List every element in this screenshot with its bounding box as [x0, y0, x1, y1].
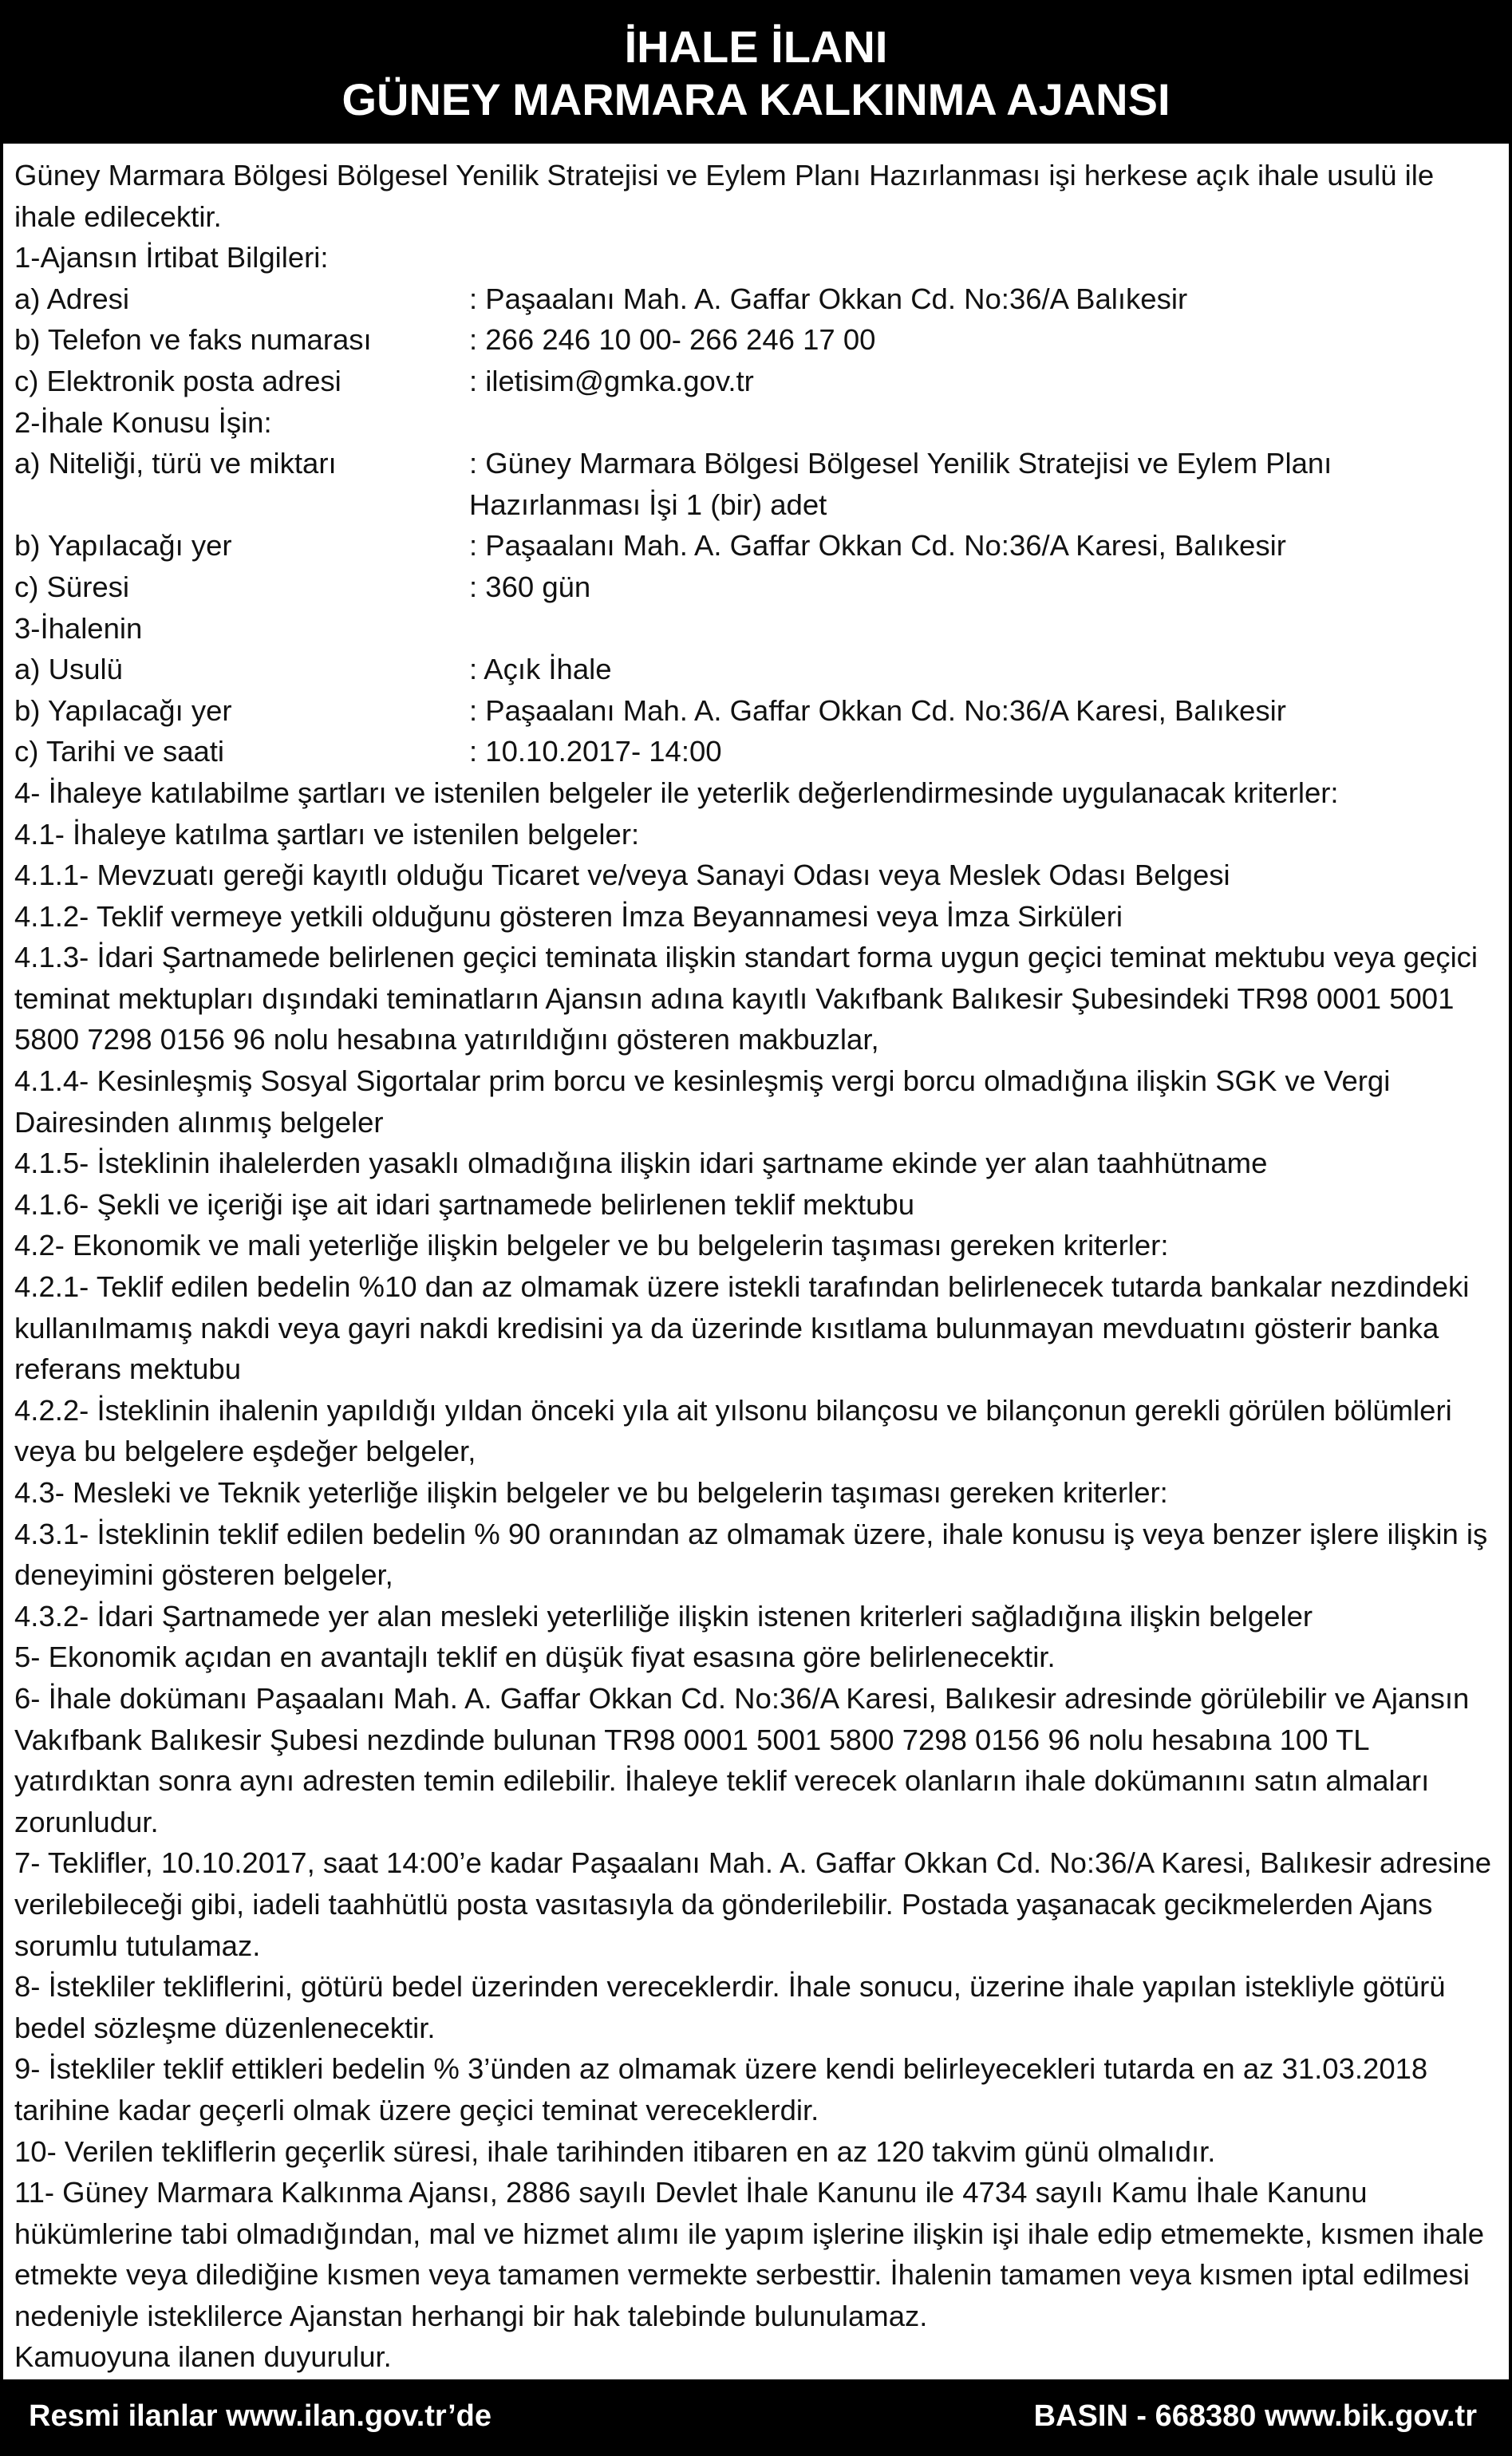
info-value: : Güney Marmara Bölgesi Bölgesel Yenilik Stratejisi ve Eylem Planı Hazırlanması İşi 1 (bir) adet	[469, 447, 1332, 521]
clause-paragraph: 4.1.5- İsteklinin ihalelerden yasaklı olmadığına ilişkin idari şartname ekinde yer alan taahhütname	[14, 1147, 1268, 1180]
notice-footer	[3, 2379, 1509, 2453]
info-value: : Açık İhale	[469, 653, 612, 686]
info-value: : Paşaalanı Mah. A. Gaffar Okkan Cd. No:36/A Balıkesir	[469, 282, 1188, 315]
clause-paragraph: 5- Ekonomik açıdan en avantajlı teklif en düşük fiyat esasına göre belirlenecektir.	[14, 1641, 1056, 1674]
info-value: : 266 246 10 00- 266 246 17 00	[469, 323, 876, 357]
clause-paragraph: 4.3.1- İsteklinin teklif edilen bedelin % 90 oranından az olmamak üzere, ihale konusu iş veya benzer işlere ilişkin iş deneyimini gösteren belgeler,	[14, 1517, 1488, 1592]
info-value: : iletisim@gmka.gov.tr	[469, 364, 754, 397]
info-label: a) Usulü	[14, 653, 123, 686]
info-row	[14, 649, 1498, 690]
clause-paragraph: 4.1.1- Mevzuatı gereği kayıtlı olduğu Ticaret ve/veya Sanayi Odası veya Meslek Odası Belgesi	[14, 859, 1230, 892]
clause-paragraph: 10- Verilen tekliflerin geçerlik süresi, ihale tarihinden itibaren en az 120 takvim günü olmalıdır.	[14, 2134, 1216, 2168]
clause-paragraph: 8- İstekliler tekliflerini, götürü bedel üzerinden vereceklerdir. İhale sonucu, üzerine ihale yapılan istekliyle götürü bedel sözleşme düzenlenecektir.	[14, 1970, 1446, 2044]
footer-left-text: Resmi ilanlar www.ilan.gov.tr’de	[29, 2399, 492, 2433]
info-label: a) Niteliği, türü ve miktarı	[14, 447, 337, 480]
info-row	[14, 278, 1498, 320]
info-label: b) Telefon ve faks numarası	[14, 323, 372, 357]
footer-right-text: BASIN - 668380 www.bik.gov.tr	[1033, 2399, 1477, 2433]
info-label: c) Elektronik posta adresi	[14, 364, 341, 397]
intro-paragraph: Güney Marmara Bölgesi Bölgesel Yenilik Stratejisi ve Eylem Planı Hazırlanması işi herkese açık ihale usulü ile ihale edilecektir.	[14, 159, 1435, 233]
clause-paragraph: 4.1.2- Teklif vermeye yetkili olduğunu gösteren İmza Beyannamesi veya İmza Sirküleri	[14, 899, 1123, 933]
section-heading: 2-İhale Konusu İşin:	[14, 405, 272, 439]
clause-paragraph: 4.1.3- İdari Şartnamede belirlenen geçici teminata ilişkin standart forma uygun geçici teminat mektubu veya geçici teminat mektupları dışındaki teminatların Ajansın adına kayıtlı Vakıfbank Balıkesir Şubesindeki TR98 0001 5001 5800 7298 0156 96 nolu hesabına yatırıldığını gösteren makbuzlar,	[14, 941, 1478, 1056]
info-label: b) Yapılacağı yer	[14, 693, 232, 727]
clause-paragraph: 4.2.2- İsteklinin ihalenin yapıldığı yıldan önceki yıla ait yılsonu bilançosu ve bilançonun gerekli görülen bölümleri veya bu belgelere eşdeğer belgeler,	[14, 1393, 1452, 1468]
info-row	[14, 525, 1498, 567]
clause-paragraph: 4.2- Ekonomik ve mali yeterliğe ilişkin belgeler ve bu belgelerin taşıması gereken kriterler:	[14, 1229, 1169, 1262]
section-heading: 3-İhalenin	[14, 611, 143, 645]
clause-paragraph: 4.3.2- İdari Şartnamede yer alan mesleki yeterliliğe ilişkin istenen kriterleri sağladığına ilişkin belgeler	[14, 1599, 1313, 1633]
clause-paragraph: 7- Teklifler, 10.10.2017, saat 14:00’e kadar Paşaalanı Mah. A. Gaffar Okkan Cd. No:36/A Karesi, Balıkesir adresine verilebileceği gibi, iadeli taahhütlü posta vasıtasıyla da gönderilebilir. Postada yaşanacak gecikmelerden Ajans sorumlu tutulamaz.	[14, 1846, 1492, 1962]
clause-paragraph: 4.2.1- Teklif edilen bedelin %10 dan az olmamak üzere istekli tarafından belirlenecek tutarda bankalar nezdindeki kullanılmamış nakdi veya gayri nakdi kredisini ya da üzerinde kısıtlama bulunmayan mevduatını gösterir banka referans mektubu	[14, 1270, 1470, 1386]
notice-title: İHALE İLANI	[624, 22, 888, 72]
clause-paragraph: 4.1.6- Şekli ve içeriği işe ait idari şartnamede belirlenen teklif mektubu	[14, 1187, 914, 1221]
info-row	[14, 567, 1498, 608]
clause-paragraph: 4.1- İhaleye katılma şartları ve istenilen belgeler:	[14, 817, 640, 851]
clause-paragraph: 9- İstekliler teklif ettikleri bedelin % 3’ünden az olmamak üzere kendi belirleyecekleri tutarda en az 31.03.2018 tarihine kadar geçerli olmak üzere geçici teminat vereceklerdir.	[14, 2052, 1428, 2126]
clause-paragraph: 4.3- Mesleki ve Teknik yeterliğe ilişkin belgeler ve bu belgelerin taşıması gereken kriterler:	[14, 1476, 1168, 1509]
info-value: : Paşaalanı Mah. A. Gaffar Okkan Cd. No:36/A Karesi, Balıkesir	[469, 529, 1286, 563]
info-row	[14, 443, 1498, 525]
info-value: : Paşaalanı Mah. A. Gaffar Okkan Cd. No:36/A Karesi, Balıkesir	[469, 693, 1286, 727]
info-label: c) Tarihi ve saati	[14, 735, 225, 768]
clause-paragraph: 4.1.4- Kesinleşmiş Sosyal Sigortalar prim borcu ve kesinleşmiş vergi borcu olmadığına ilişkin SGK ve Vergi Dairesinden alınmış belgeler	[14, 1064, 1391, 1139]
info-row	[14, 319, 1498, 361]
clause-paragraph: 4- İhaleye katılabilme şartları ve istenilen belgeler ile yeterlik değerlendirmesinde uygulanacak kriterler:	[14, 776, 1339, 809]
clause-paragraph: 11- Güney Marmara Kalkınma Ajansı, 2886 sayılı Devlet İhale Kanunu ile 4734 sayılı Kamu İhale Kanunu hükümlerine tabi olmadığından, mal ve hizmet alımı ile yapım işlerine ilişkin işi ihale edip etmemekte, kısmen ihale etmekte veya dilediğine kısmen veya tamamen vermekte serbesttir. İhalenin tamamen veya kısmen iptal edilmesi nedeniyle isteklilerce Ajanstan herhangi bir hak talebinde bulunulamaz.	[14, 2176, 1485, 2332]
clause-paragraph: 6- İhale dokümanı Paşaalanı Mah. A. Gaffar Okkan Cd. No:36/A Karesi, Balıkesir adresinde görülebilir ve Ajansın Vakıfbank Balıkesir Şubesi nezdinde bulunan TR98 0001 5001 5800 7298 0156 96 nolu hesabına 100 TL yatırdıktan sonra aynı adresten temin edilebilir. İhaleye teklif verecek olanların ihale dokümanını satın almaları zorunludur.	[14, 1681, 1470, 1838]
section-heading: 1-Ajansın İrtibat Bilgileri:	[14, 241, 329, 274]
info-value: : 360 gün	[469, 570, 591, 603]
notice-body	[3, 144, 1509, 2378]
agency-name: GÜNEY MARMARA KALKINMA AJANSI	[341, 74, 1171, 124]
info-label: a) Adresi	[14, 282, 130, 315]
closing-line: Kamuoyuna ilanen duyurulur.	[14, 2340, 392, 2374]
info-row	[14, 731, 1498, 772]
notice-header	[3, 3, 1509, 144]
info-value: : 10.10.2017- 14:00	[469, 735, 722, 768]
info-label: c) Süresi	[14, 570, 130, 603]
info-row	[14, 361, 1498, 402]
info-row	[14, 690, 1498, 732]
info-label: b) Yapılacağı yer	[14, 529, 232, 563]
